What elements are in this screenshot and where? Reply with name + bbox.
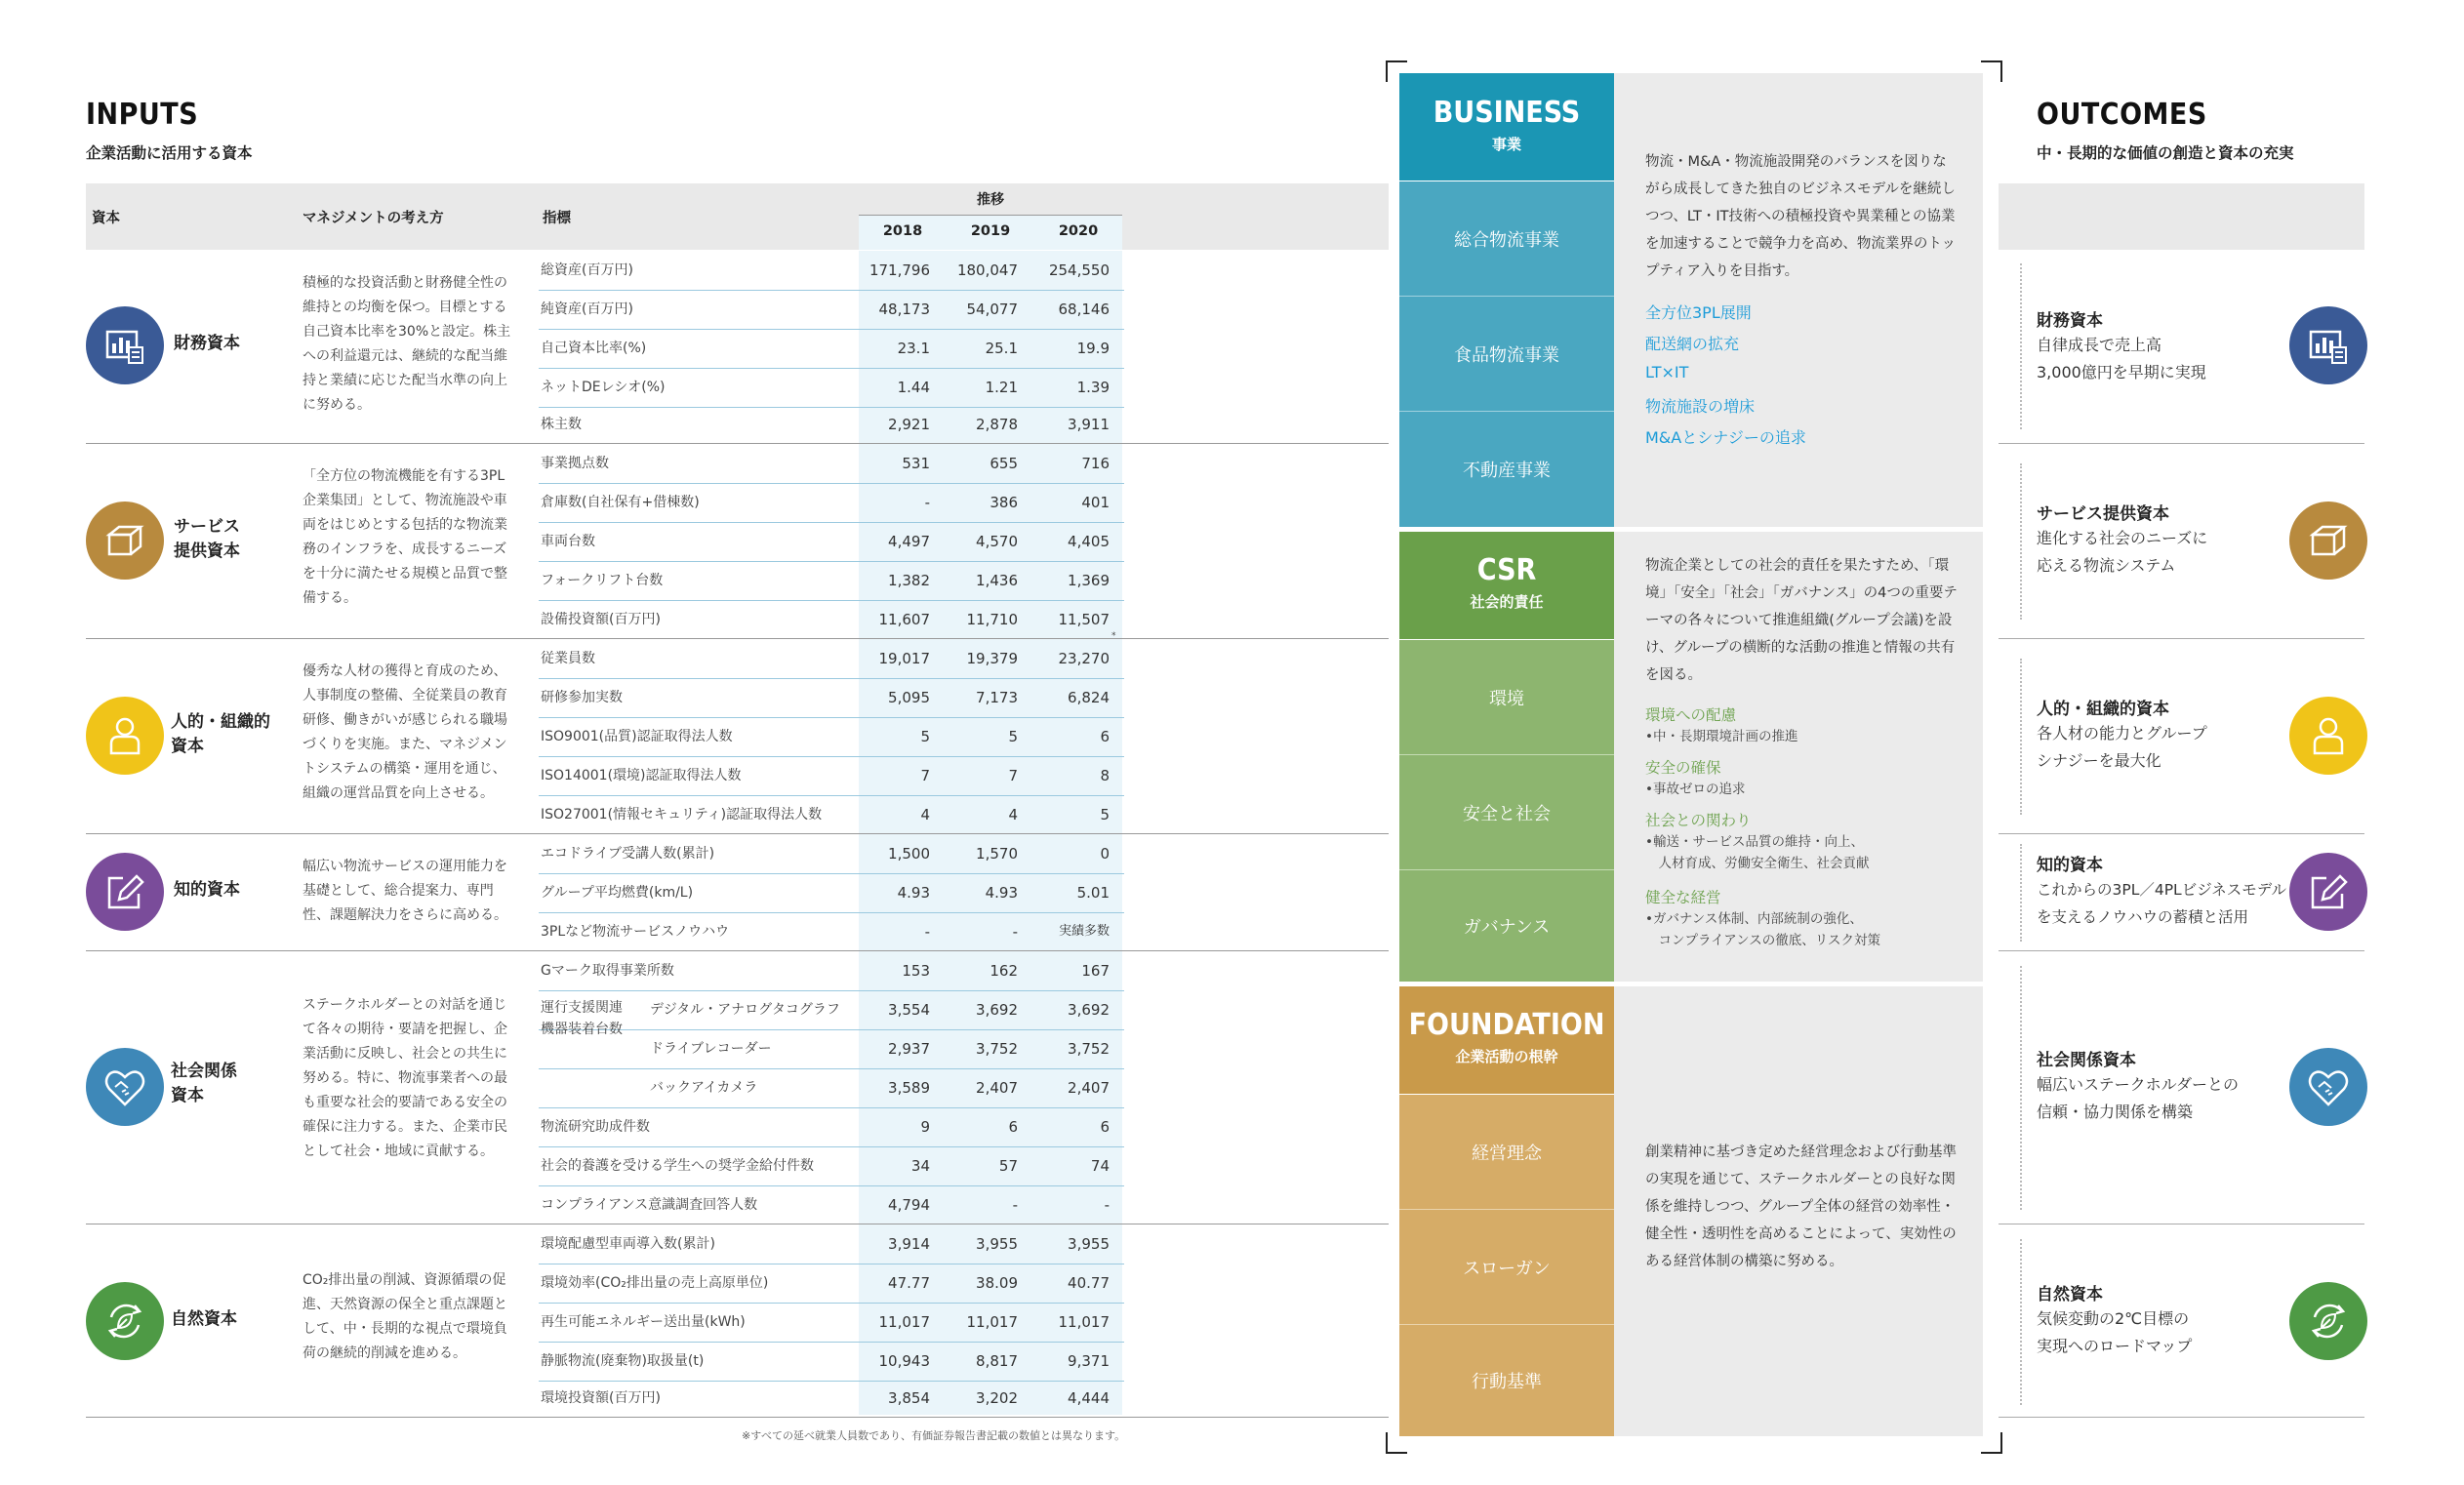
mgmt-financial: 積極的な投資活動と財務健全性の維持との均衡を保つ。目標とする自己資本比率を30%と設定。株主への利益還元は、継続的な配当維持と業績に応じた配当水準の向上に努める。 — [303, 275, 511, 413]
foundation-item-conduct: 行動基準 — [1399, 1325, 1614, 1436]
csr-goal-title: 安全の確保 — [1645, 759, 1721, 777]
table-row: 再生可能エネルギー送出量(kWh) 11,017 11,017 11,017 — [539, 1303, 1124, 1343]
csr-goal-desc: •中・長期環境計画の推進 — [1645, 729, 1798, 744]
csr-goal-title: 健全な経営 — [1645, 889, 1721, 906]
pencil-edit-icon — [2289, 853, 2367, 931]
dotted-line — [2020, 659, 2022, 815]
dotted-line — [2020, 1239, 2022, 1405]
mgmt-service: 「全方位の物流機能を有する3PL企業集団」として、物流施設や車両をはじめとする包括的な物流業務のインフラを、成長するニーズを十分に満たせる規模と品質で整備する。 — [303, 468, 507, 606]
outcome-divider — [1999, 1417, 2364, 1418]
outcomes-header-band — [1999, 183, 2364, 250]
frame-corner — [1981, 1432, 2002, 1454]
table-row: コンプライアンス意識調査回答人数 4,794 - - — [541, 1196, 1110, 1214]
table-row: 車両台数 4,497 4,570 4,405 — [539, 522, 1124, 562]
business-header — [1399, 96, 1614, 154]
table-row: バックアイカメラ 3,589 2,407 2,407 — [539, 1068, 1124, 1108]
capital-name-intellectual: 知的資本 — [174, 880, 240, 900]
outcomes-subtitle: 中・長期的な価値の創造と資本の充実 — [2037, 144, 2294, 162]
csr-header — [1399, 553, 1614, 612]
table-row: 従業員数 19,017 19,379 23,270 * — [539, 639, 1124, 679]
foundation-title: FOUNDATION — [1408, 1008, 1605, 1042]
footnote: ※すべての延べ就業人員数であり、有価証券報告書記載の数値とは異なります。 — [742, 1429, 1126, 1442]
footnote-mark: * — [1111, 631, 1116, 641]
csr-item-environment: 環境 — [1399, 640, 1614, 754]
business-link-facility[interactable]: 物流施設の増床 — [1645, 397, 1756, 416]
capital-name-service: サービス 提供資本 — [174, 517, 240, 561]
col-trend: 推移 — [977, 192, 1004, 208]
outcome-desc-service: 進化する社会のニーズに 応える物流システム — [2037, 529, 2208, 575]
table-row: ISO14001(環境)認証取得法人数 7 7 8 — [539, 756, 1124, 796]
table-row: 静脈物流(廃棄物)取扱量(t) 10,943 8,817 9,371 — [539, 1342, 1124, 1382]
table-row: 社会的養護を受ける学生への奨学金給付件数 34 57 74 — [539, 1146, 1124, 1186]
foundation-header — [1399, 1008, 1614, 1066]
box-icon — [86, 502, 164, 580]
foundation-item-slogan: スローガン — [1399, 1210, 1614, 1324]
outcome-desc-social: 幅広いステークホルダーとの 信頼・協力関係を構築 — [2037, 1075, 2240, 1121]
outcome-divider — [1999, 638, 2364, 639]
business-title: BUSINESS — [1433, 96, 1581, 130]
capital-name-financial: 財務資本 — [174, 334, 240, 353]
outcome-name-social: 社会関係資本 — [2037, 1051, 2136, 1070]
business-link-ltit[interactable]: LT×IT — [1645, 363, 1689, 381]
business-subtitle: 事業 — [1491, 136, 1521, 153]
dotted-line — [2020, 966, 2022, 1210]
csr-goal-desc: •事故ゼロの追求 — [1645, 782, 1746, 797]
year-2019: 2019 — [970, 223, 1011, 239]
divider — [1399, 869, 1614, 870]
business-text: 物流・M&A・物流施設開発のバランスを図りながら成長してきた独自のビジネスモデルを継続しつつ、LT・IT技術への積極投資や異業種との協業を加速することで競争力を高め、物流業界のトップティア入りを目指す。 — [1645, 154, 1956, 279]
box-icon — [2289, 502, 2367, 580]
business-item-general: 総合物流事業 — [1399, 181, 1614, 296]
dotted-line — [2020, 844, 2022, 942]
year-2020: 2020 — [1058, 223, 1099, 239]
table-row: フォークリフト台数 1,382 1,436 1,369 — [539, 561, 1124, 601]
mgmt-human: 優秀な人材の獲得と育成のため、人事制度の整備、全従業員の教育研修、働きがいが感じられる職場づくりを実施。また、マネジメントシステムの構築・運用を通じ、組織の運営品質を向上させる。 — [303, 663, 507, 801]
mgmt-intellectual: 幅広い物流サービスの運用能力を基礎として、総合提案力、専門性、課題解決力をさらに高める。 — [303, 859, 507, 923]
table-row: ドライブレコーダー 2,937 3,752 3,752 — [539, 1029, 1124, 1069]
table-row: 運行支援関連 機器装着台数 デジタル・アナログタコグラフ 3,554 3,692 3,692 — [539, 990, 1124, 1030]
outcome-name-natural: 自然資本 — [2037, 1285, 2103, 1304]
pencil-edit-icon — [86, 853, 164, 931]
outcome-desc-financial: 自律成長で売上高 3,000億円を早期に実現 — [2037, 336, 2206, 381]
table-row: Gマーク取得事業所数 153 162 167 — [539, 951, 1124, 991]
table-row: 総資産(百万円) 171,796 180,047 254,550 — [539, 251, 1124, 291]
outcome-name-human: 人的・組織的資本 — [2037, 700, 2169, 719]
person-icon — [2289, 697, 2367, 775]
divider — [1399, 1209, 1614, 1210]
bar-chart-calculator-icon — [86, 306, 164, 384]
foundation-text: 創業精神に基づき定めた経営理念および行動基準の実現を通じて、ステークホルダーとの良好な関係を維持しつつ、グループ全体の経営の効率性・健全性・透明性を高めることによって、実効性のある経営体制の構築に努める。 — [1645, 1144, 1957, 1269]
table-row: 純資産(百万円) 48,173 54,077 68,146 — [539, 290, 1124, 330]
csr-goal-desc: •輸送・サービス品質の維持・向上、 人材育成、労働安全衛生、社会貢献 — [1645, 834, 1870, 871]
outcome-divider — [1999, 443, 2364, 444]
bar-chart-calculator-icon — [2289, 306, 2367, 384]
handshake-heart-icon — [86, 1048, 164, 1126]
outcomes-title: OUTCOMES — [2037, 98, 2207, 132]
outcome-name-service: サービス提供資本 — [2037, 504, 2169, 524]
table-row: 設備投資額(百万円) 11,607 11,710 11,507 — [541, 611, 1110, 628]
csr-goal-title: 社会との関わり — [1645, 812, 1752, 829]
table-row: 倉庫数(自社保有+借棟数) - 386 401 — [539, 483, 1124, 523]
col-management: マネジメントの考え方 — [303, 211, 444, 226]
business-link-ma[interactable]: M&Aとシナジーの追求 — [1645, 428, 1806, 447]
table-row: ISO27001(情報セキュリティ)認証取得法人数 4 4 5 — [541, 806, 1110, 823]
business-item-realestate: 不動産事業 — [1399, 412, 1614, 527]
table-row: グループ平均燃費(km/L) 4.93 4.93 5.01 — [539, 873, 1124, 913]
foundation-subtitle: 企業活動の根幹 — [1455, 1048, 1558, 1065]
divider — [1399, 296, 1614, 297]
capital-name-human: 人的・組織的 資本 — [171, 712, 270, 756]
recycle-leaf-icon — [86, 1282, 164, 1360]
section-divider — [86, 1417, 1389, 1418]
divider — [1399, 754, 1614, 755]
divider — [1399, 411, 1614, 412]
table-header-band — [86, 183, 1389, 250]
table-row: ネットDEレシオ(%) 1.44 1.21 1.39 — [539, 368, 1124, 408]
handshake-heart-icon — [2289, 1048, 2367, 1126]
csr-text: 物流企業としての社会的責任を果たすため、「環境」「安全」「社会」「ガバナンス」の4つの重要テーマの各々について推進組織(グループ会議)を設け、グループの横断的な活動の推進と情報の共有を図る。 — [1645, 558, 1958, 683]
business-link-network[interactable]: 配送網の拡充 — [1645, 335, 1740, 353]
outcome-name-intellectual: 知的資本 — [2037, 856, 2103, 875]
table-row: 環境配慮型車両導入数(累計) 3,914 3,955 3,955 — [539, 1224, 1124, 1264]
business-link-3pl[interactable]: 全方位3PL展開 — [1645, 303, 1752, 322]
col-indicator: 指標 — [543, 211, 571, 226]
recycle-leaf-icon — [2289, 1282, 2367, 1360]
table-row: 環境効率(CO₂排出量の売上高原単位) 47.77 38.09 40.77 — [539, 1264, 1124, 1304]
year-2018: 2018 — [882, 223, 923, 239]
table-row: 自己資本比率(%) 23.1 25.1 19.9 — [539, 329, 1124, 369]
mgmt-social: ステークホルダーとの対話を通じて各々の期待・要請を把握し、企業活動に反映し、社会との共生に努める。特に、物流事業者への最も重要な社会的要請である安全の確保に注力する。また、企業市民として社会・地域に貢献する。 — [303, 997, 507, 1159]
table-row: エコドライブ受講人数(累計) 1,500 1,570 0 — [539, 834, 1124, 874]
table-row: 事業拠点数 531 655 716 — [539, 444, 1124, 484]
foundation-item-philosophy: 経営理念 — [1399, 1095, 1614, 1209]
table-row: 物流研究助成件数 9 6 6 — [539, 1107, 1124, 1147]
col-capital: 資本 — [92, 211, 120, 226]
dotted-line — [2020, 263, 2022, 429]
table-row: 研修参加実数 5,095 7,173 6,824 — [539, 678, 1124, 718]
divider — [1399, 1324, 1614, 1325]
csr-item-safety: 安全と社会 — [1399, 755, 1614, 869]
csr-title: CSR — [1476, 553, 1537, 587]
inputs-subtitle: 企業活動に活用する資本 — [86, 144, 253, 162]
csr-goal-desc: •ガバナンス体制、内部統制の強化、 コンプライアンスの徹底、リスク対策 — [1645, 911, 1880, 948]
dotted-line — [2020, 463, 2022, 620]
csr-goal-title: 環境への配慮 — [1645, 706, 1737, 724]
table-row: ISO9001(品質)認証取得法人数 5 5 6 — [539, 717, 1124, 757]
csr-subtitle: 社会的責任 — [1470, 593, 1544, 611]
outcome-divider — [1999, 950, 2364, 951]
table-row: 3PLなど物流サービスノウハウ - - 実績多数 — [541, 923, 1110, 941]
outcome-desc-intellectual: これからの3PL／4PLビジネスモデル を支えるノウハウの蓄積と活用 — [2037, 881, 2286, 926]
outcome-desc-natural: 気候変動の2℃目標の 実現へのロードマップ — [2037, 1309, 2193, 1355]
outcome-name-financial: 財務資本 — [2037, 311, 2103, 331]
table-row: 株主数 2,921 2,878 3,911 — [541, 416, 1110, 433]
frame-corner — [1981, 60, 2002, 82]
mgmt-natural: CO₂排出量の削減、資源循環の促進、天然資源の保全と重点課題として、中・長期的な視点で環境負荷の継続的削減を進める。 — [303, 1272, 507, 1361]
business-item-food: 食品物流事業 — [1399, 297, 1614, 411]
table-row: 環境投資額(百万円) 3,854 3,202 4,444 — [541, 1389, 1110, 1407]
capital-name-social: 社会関係 資本 — [171, 1062, 237, 1105]
person-icon — [86, 697, 164, 775]
inputs-title: INPUTS — [86, 98, 199, 132]
outcome-divider — [1999, 833, 2364, 834]
capital-name-natural: 自然資本 — [171, 1309, 237, 1329]
csr-item-governance: ガバナンス — [1399, 870, 1614, 982]
outcome-desc-human: 各人材の能力とグループ シナジーを最大化 — [2037, 724, 2207, 770]
